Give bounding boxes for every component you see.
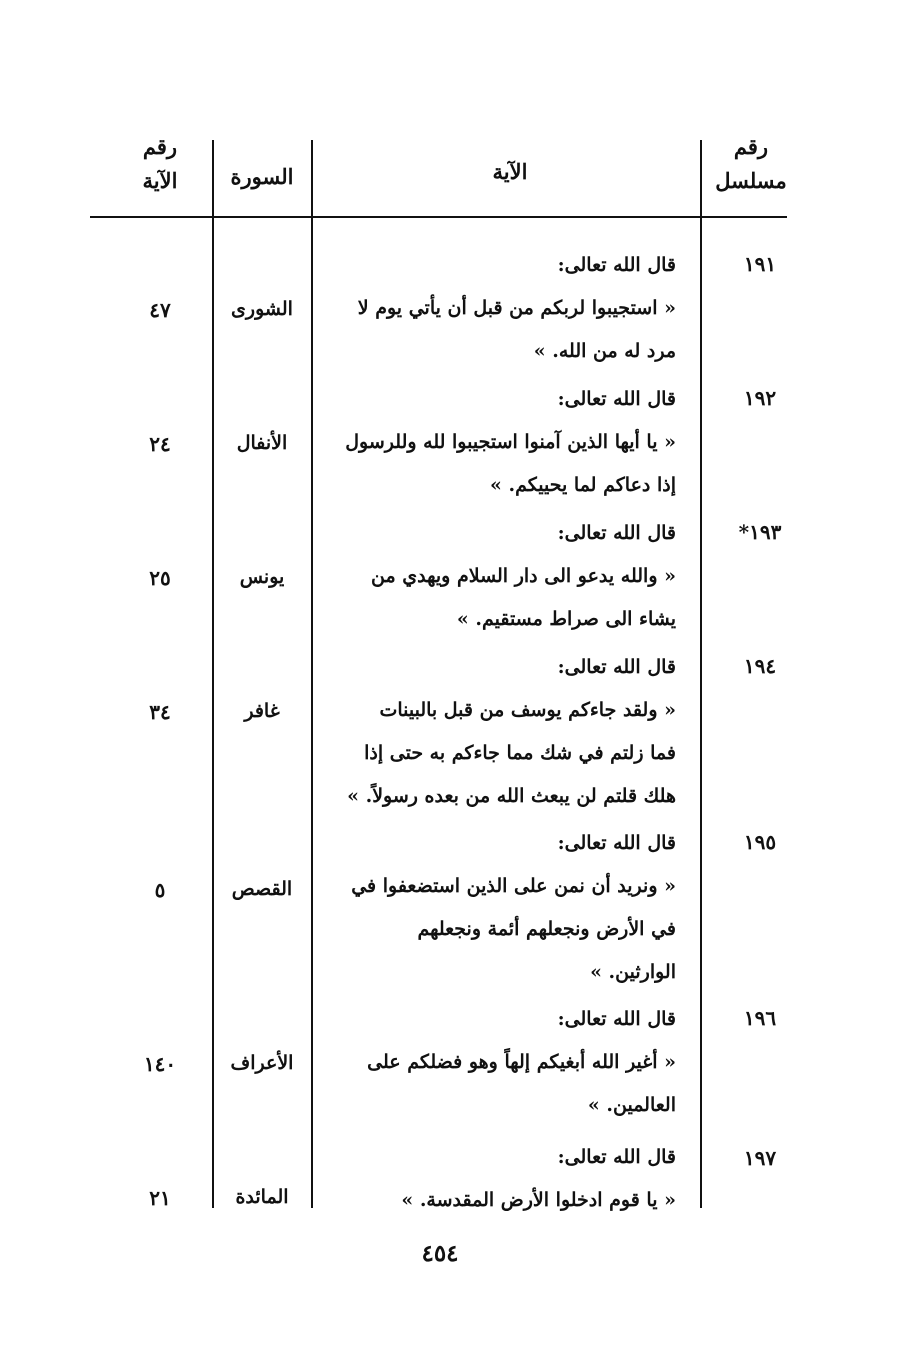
row-verse xyxy=(326,646,676,818)
row-verse xyxy=(326,378,676,507)
row-surah: يونس xyxy=(239,566,285,588)
row-surah: الأعراف xyxy=(230,1052,294,1074)
verse-line: قال الله تعالى: xyxy=(557,656,676,678)
verse-line: قال الله تعالى: xyxy=(557,254,676,276)
row-serial: ١٩٢ xyxy=(743,386,777,410)
row-surah: المائدة xyxy=(235,1186,289,1208)
header-serial-line1: رقم xyxy=(733,134,769,159)
row-verse xyxy=(326,244,676,373)
header-surah xyxy=(214,160,310,194)
verse-line: « يا أيها الذين آمنوا استجيبوا لله وللرسول xyxy=(345,431,676,453)
row-surah: القصص xyxy=(231,878,293,900)
verse-line: إذا دعاكم لما يحييكم. » xyxy=(490,474,676,496)
row-verse xyxy=(326,998,676,1127)
verse-line: قال الله تعالى: xyxy=(557,1008,676,1030)
row-surah: الأنفال xyxy=(236,432,288,454)
row-ayah: ٢٤ xyxy=(149,432,171,456)
header-ayah-line1: رقم xyxy=(142,134,178,159)
verse-line: « يا قوم ادخلوا الأرض المقدسة. » xyxy=(401,1189,676,1211)
row-ayah: ٣٤ xyxy=(149,700,171,724)
row-serial: ١٩٤ xyxy=(743,654,777,678)
header-serial-line2: مسلسل xyxy=(715,168,787,193)
header-surah-label: السورة xyxy=(230,164,294,189)
row-serial: ١٩١ xyxy=(743,252,777,276)
row-ayah: ١٤٠ xyxy=(143,1052,177,1076)
header-verse-label: الآية xyxy=(492,159,528,184)
row-ayah: ٢١ xyxy=(149,1186,171,1210)
verse-line: مرد له من الله. » xyxy=(533,340,676,362)
verse-line: « والله يدعو الى دار السلام ويهدي من xyxy=(371,565,676,587)
verse-line: قال الله تعالى: xyxy=(557,832,676,854)
row-serial: ١٩٣* xyxy=(738,520,782,544)
header-verse xyxy=(320,155,700,189)
verse-line: « أغير الله أبغيكم إلهاً وهو فضلكم على xyxy=(367,1051,676,1073)
verse-line: « ولقد جاءكم يوسف من قبل بالبينات xyxy=(379,699,676,721)
verse-line: الوارثين. » xyxy=(590,961,676,983)
row-ayah: ٥ xyxy=(154,878,166,902)
page-number: ٤٥٤ xyxy=(421,1240,459,1267)
column-rule-serial xyxy=(700,140,702,1208)
verse-line: « استجيبوا لربكم من قبل أن يأتي يوم لا xyxy=(357,297,676,319)
column-rule-verse xyxy=(311,140,313,1208)
row-verse xyxy=(326,512,676,641)
row-surah: غافر xyxy=(244,700,280,722)
verse-line: يشاء الى صراط مستقيم. » xyxy=(456,608,676,630)
verse-line: قال الله تعالى: xyxy=(557,522,676,544)
row-serial: ١٩٧ xyxy=(743,1146,777,1170)
header-rule xyxy=(90,216,787,218)
row-serial: ١٩٦ xyxy=(743,1006,777,1030)
row-verse xyxy=(326,822,676,994)
verse-line: هلك قلتم لن يبعث الله من بعده رسولاً. » xyxy=(347,785,676,807)
row-surah: الشورى xyxy=(231,298,293,320)
header-ayah-line2: الآية xyxy=(142,168,178,193)
row-serial: ١٩٥ xyxy=(743,830,777,854)
verse-line: قال الله تعالى: xyxy=(557,1146,676,1168)
verse-line: قال الله تعالى: xyxy=(557,388,676,410)
header-ayah xyxy=(115,130,205,198)
verse-line: العالمين. » xyxy=(587,1094,676,1116)
verse-line: « ونريد أن نمن على الذين استضعفوا في xyxy=(351,875,676,897)
row-verse xyxy=(326,1136,676,1222)
header-serial xyxy=(706,130,796,198)
row-ayah: ٤٧ xyxy=(149,298,171,322)
verse-line: في الأرض ونجعلهم أئمة ونجعلهم xyxy=(417,918,676,940)
row-ayah: ٢٥ xyxy=(149,566,171,590)
verse-line: فما زلتم في شك مما جاءكم به حتى إذا xyxy=(364,742,676,764)
